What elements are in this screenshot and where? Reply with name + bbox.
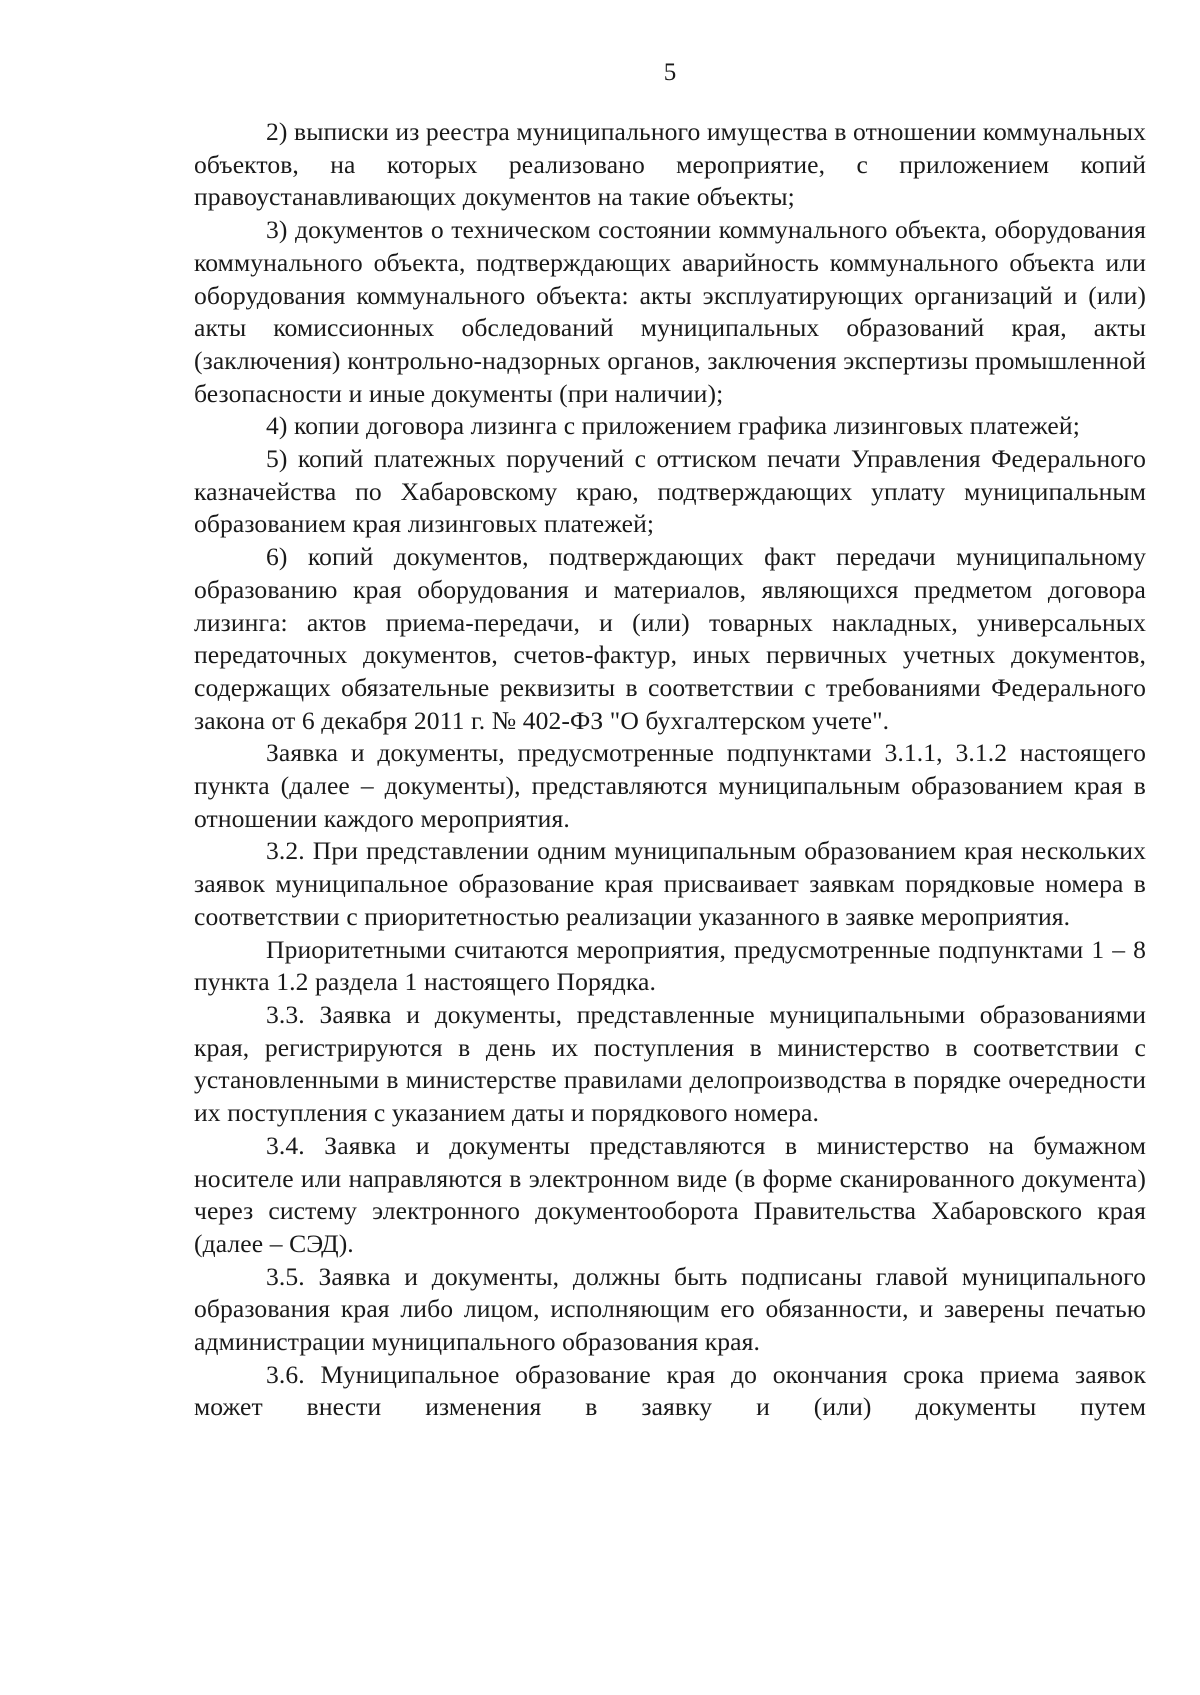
paragraph-item-6: 6) копий документов, подтверждающих факт передачи муниципальному образованию края оборудования и материалов, являющихся предметом договора лизинга: актов приема-передачи, и (или) товарных накладных, универсальных передаточных документов, счетов-фактур, иных первичных учетных документов, содержащих обязательные реквизиты в соответствии с требованиями Федерального закона от 6 декабря 2011 г. № 402-ФЗ "О бухгалтерском учете". bbox=[194, 542, 1146, 735]
paragraph-clause-3-5: 3.5. Заявка и документы, должны быть подписаны главой муниципального образования края либо лицом, исполняющим его обязанности, и заверены печатью администрации муниципального образования края. bbox=[194, 1261, 1146, 1357]
page-number: 5 bbox=[663, 59, 677, 86]
paragraph-clause-3-2: 3.2. При представлении одним муниципальным образованием края нескольких заявок муниципальное образование края присваивает заявкам порядковые номера в соответствии с приоритетностью реализации указанного в заявке мероприятия. bbox=[194, 836, 1146, 931]
paragraph-clause-3-6: 3.6. Муниципальное образование края до окончания срока приема заявок может внести изменения в заявку и (или) документы путем bbox=[194, 1359, 1146, 1422]
paragraph-priority-note: Приоритетными считаются мероприятия, предусмотренные подпунктами 1 – 8 пункта 1.2 раздела 1 настоящего Порядка. bbox=[194, 934, 1146, 997]
paragraph-item-3: 3) документов о техническом состоянии коммунального объекта, оборудования коммунального объекта, подтверждающих аварийность коммунального объекта или оборудования коммунального объекта: акты эксплуатирующих организаций и (или) акты комиссионных обследований муниципальных образований края, акты (заключения) контрольно-надзорных органов, заключения экспертизы промышленной безопасности и иные документы (при наличии); bbox=[194, 215, 1146, 408]
paragraph-application-note: Заявка и документы, предусмотренные подпунктами 3.1.1, 3.1.2 настоящего пункта (далее – документы), представляются муниципальным образованием края в отношении каждого мероприятия. bbox=[194, 738, 1146, 833]
paragraph-item-4: 4) копии договора лизинга с приложением графика лизинговых платежей; bbox=[266, 411, 1080, 441]
paragraph-item-5: 5) копий платежных поручений с оттиском печати Управления Федерального казначейства по Хабаровскому краю, подтверждающих уплату муниципальным образованием края лизинговых платежей; bbox=[194, 444, 1146, 539]
document-body bbox=[194, 116, 1146, 1424]
paragraph-item-2: 2) выписки из реестра муниципального имущества в отношении коммунальных объектов, на которых реализовано мероприятие, с приложением копий правоустанавливающих документов на такие объекты; bbox=[194, 117, 1146, 212]
paragraph-clause-3-4: 3.4. Заявка и документы представляются в министерство на бумажном носителе или направляются в электронном виде (в форме сканированного документа) через систему электронного документооборота Правительства Хабаровского края (далее – СЭД). bbox=[194, 1130, 1146, 1258]
paragraph-clause-3-3: 3.3. Заявка и документы, представленные муниципальными образованиями края, регистрируются в день их поступления в министерство в соответствии с установленными в министерстве правилами делопроизводства в порядке очередности их поступления с указанием даты и порядкового номера. bbox=[194, 999, 1146, 1128]
